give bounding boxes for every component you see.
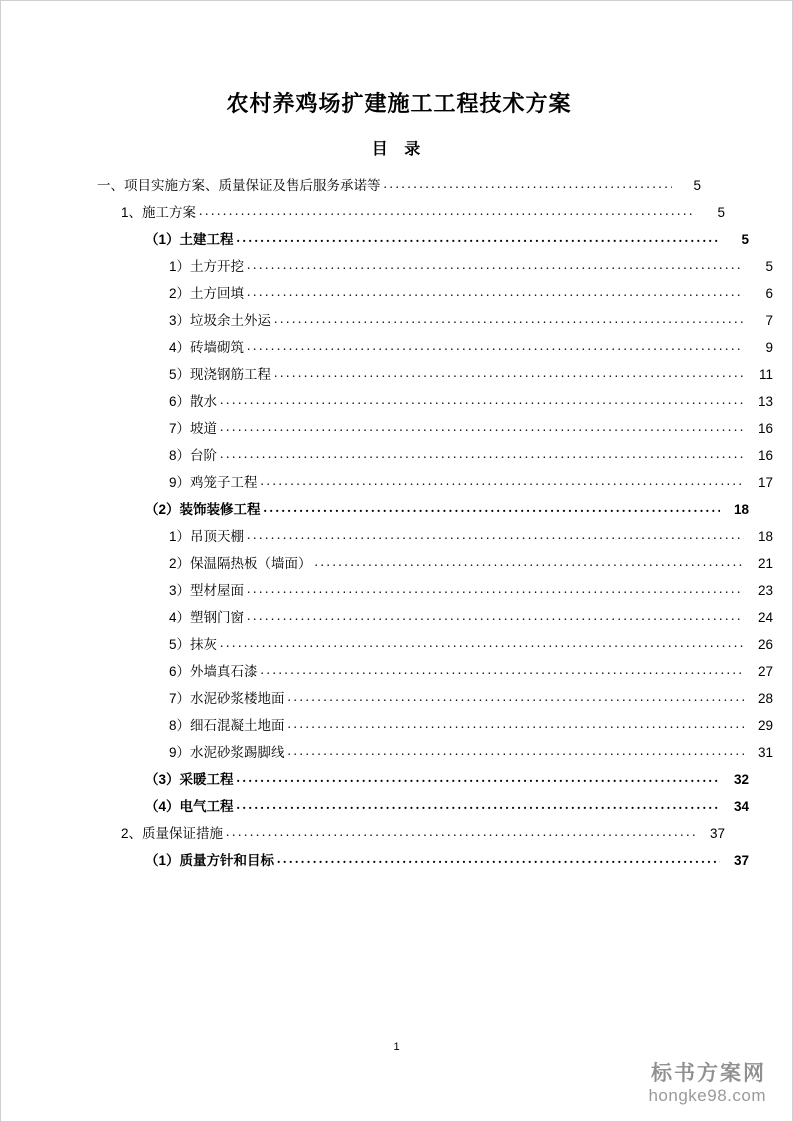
toc-leader-dots <box>274 312 744 326</box>
toc-entry-page: 5 <box>693 178 701 193</box>
toc-entry-page: 32 <box>733 772 749 787</box>
toc-entry[interactable] <box>97 765 749 792</box>
toc-entry[interactable] <box>97 792 749 819</box>
toc-leader-dots <box>274 366 744 380</box>
toc-entry[interactable] <box>97 630 773 657</box>
toc-entry-label: 4）砖墙砌筑 <box>169 340 245 355</box>
toc-entry-label: 7）坡道 <box>169 421 218 436</box>
toc-entry[interactable] <box>97 387 773 414</box>
toc-leader-dots <box>220 420 744 434</box>
toc-leader-dots <box>226 825 696 839</box>
toc-leader-dots <box>237 798 720 812</box>
toc-entry-label: （3）采暖工程 <box>145 772 234 787</box>
toc-entry-page: 18 <box>733 502 749 517</box>
toc-entry-label: 9）水泥砂浆踢脚线 <box>169 745 285 760</box>
toc-leader-dots <box>288 717 744 731</box>
toc-entry[interactable] <box>97 549 773 576</box>
toc-leader-dots <box>247 285 744 299</box>
toc-entry-label: 8）细石混凝土地面 <box>169 718 285 733</box>
toc-leader-dots <box>199 204 696 218</box>
watermark-chinese: 标书方案网 <box>651 1062 766 1086</box>
toc-leader-dots <box>237 771 720 785</box>
toc-entry-label: 1、施工方案 <box>121 205 197 220</box>
toc-entry-label: 2、质量保证措施 <box>121 826 224 841</box>
footer-page-number: 1 <box>393 1041 400 1053</box>
toc-entry-page: 26 <box>757 637 773 652</box>
toc-entry-label: （1）质量方针和目标 <box>145 853 275 868</box>
toc-entry-page: 16 <box>757 448 773 463</box>
toc-entry[interactable] <box>97 171 701 198</box>
toc-entry[interactable] <box>97 306 773 333</box>
toc-entry-label: 3）型材屋面 <box>169 583 245 598</box>
toc-entry-page: 5 <box>717 205 725 220</box>
toc-entry[interactable] <box>97 522 773 549</box>
toc-entry-page: 13 <box>757 394 773 409</box>
toc-entry-page: 21 <box>757 556 773 571</box>
toc-entry-label: （4）电气工程 <box>145 799 234 814</box>
toc-entry[interactable] <box>97 684 773 711</box>
toc-entry[interactable] <box>97 657 773 684</box>
toc-entry-page: 17 <box>757 475 773 490</box>
toc-entry[interactable] <box>97 225 749 252</box>
toc-entry-label: 5）抹灰 <box>169 637 218 652</box>
toc-leader-dots <box>247 528 744 542</box>
toc-entry-page: 28 <box>757 691 773 706</box>
toc-entry[interactable] <box>97 360 773 387</box>
toc-entry-label: 8）台阶 <box>169 448 218 463</box>
toc-entry-label: 7）水泥砂浆楼地面 <box>169 691 285 706</box>
toc-entry[interactable] <box>97 468 773 495</box>
toc-entry-label: 1）土方开挖 <box>169 259 245 274</box>
toc-entry[interactable] <box>97 279 773 306</box>
toc-entry-page: 23 <box>757 583 773 598</box>
toc-leader-dots <box>288 690 744 704</box>
page-title: 农村养鸡场扩建施工工程技术方案 <box>226 91 572 116</box>
toc-leader-dots <box>264 501 720 515</box>
toc-entry-label: 一、项目实施方案、质量保证及售后服务承诺等 <box>97 178 381 193</box>
toc-leader-dots <box>247 582 744 596</box>
toc-leader-dots <box>261 474 744 488</box>
toc-leader-dots <box>247 339 744 353</box>
toc-leader-dots <box>220 393 744 407</box>
toc-entry[interactable] <box>97 846 749 873</box>
toc-entry[interactable] <box>97 711 773 738</box>
toc-entry-label: （2）装饰装修工程 <box>145 502 261 517</box>
toc-entry-page: 34 <box>733 799 749 814</box>
toc-entry[interactable] <box>97 414 773 441</box>
toc-entry-label: （1）土建工程 <box>145 232 234 247</box>
toc-entry[interactable] <box>97 333 773 360</box>
toc-entry[interactable] <box>97 252 773 279</box>
toc-entry-label: 4）塑钢门窗 <box>169 610 245 625</box>
toc-entry-label: 5）现浇钢筋工程 <box>169 367 272 382</box>
watermark <box>648 1063 766 1105</box>
toc-leader-dots <box>315 555 744 569</box>
toc-entry-page: 11 <box>758 367 773 382</box>
toc-leader-dots <box>261 663 744 677</box>
toc-entry-page: 37 <box>709 826 725 841</box>
toc-entry-label: 3）垃圾余土外运 <box>169 313 272 328</box>
toc-entry[interactable] <box>97 738 773 765</box>
toc-entry-page: 29 <box>757 718 773 733</box>
watermark-english: hongke98.com <box>648 1086 766 1106</box>
table-of-contents <box>97 171 773 873</box>
toc-entry[interactable] <box>97 603 773 630</box>
toc-entry-page: 37 <box>733 853 749 868</box>
toc-entry-page: 9 <box>765 340 773 355</box>
toc-entry-label: 2）土方回填 <box>169 286 245 301</box>
toc-entry[interactable] <box>97 576 773 603</box>
toc-leader-dots <box>247 258 744 272</box>
toc-leader-dots <box>384 177 673 191</box>
toc-entry-page: 5 <box>741 232 749 247</box>
document-content <box>97 87 773 873</box>
toc-heading: 目 录 <box>371 141 427 158</box>
toc-entry-label: 6）外墙真石漆 <box>169 664 258 679</box>
toc-entry-page: 16 <box>757 421 773 436</box>
toc-entry-page: 6 <box>765 286 773 301</box>
toc-entry-label: 1）吊顶天棚 <box>169 529 245 544</box>
toc-entry-page: 7 <box>765 313 773 328</box>
toc-entry-page: 5 <box>765 259 773 274</box>
toc-leader-dots <box>288 744 744 758</box>
toc-leader-dots <box>237 231 720 245</box>
toc-leader-dots <box>220 447 744 461</box>
toc-entry-page: 18 <box>757 529 773 544</box>
toc-entry-page: 24 <box>757 610 773 625</box>
toc-entry[interactable] <box>97 819 725 846</box>
toc-entry-page: 31 <box>757 745 773 760</box>
toc-entry[interactable] <box>97 441 773 468</box>
toc-entry-label: 6）散水 <box>169 394 218 409</box>
toc-entry[interactable] <box>97 198 725 225</box>
toc-leader-dots <box>247 609 744 623</box>
toc-entry-label: 2）保温隔热板（墙面） <box>169 556 312 571</box>
toc-leader-dots <box>277 852 720 866</box>
toc-leader-dots <box>220 636 744 650</box>
toc-entry[interactable] <box>97 495 749 522</box>
toc-entry-page: 27 <box>757 664 773 679</box>
toc-entry-label: 9）鸡笼子工程 <box>169 475 258 490</box>
